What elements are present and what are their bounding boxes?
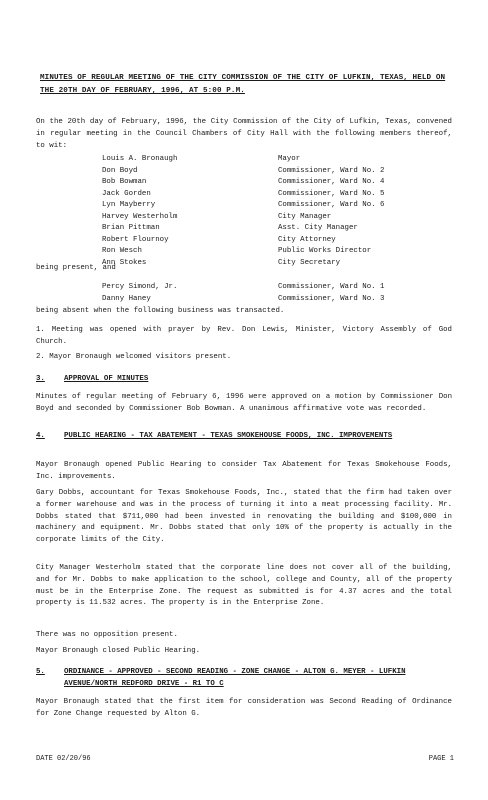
section-4-paragraph-1: Mayor Bronaugh opened Public Hearing to consider Tax Abatement for Texas Smokehouse Foods, Inc. improvements.	[36, 461, 452, 481]
section-number: 5.	[36, 668, 45, 676]
section-title: APPROVAL OF MINUTES	[64, 375, 149, 383]
section-4-paragraph-3: City Manager Westerholm stated that the corporate line does not cover all of the building, and for Mr. Dobbs to make application to the school, college and County, all of the property must be in the Enterprise Zone. The request as submitted is for 4.37 acres and the total property is 11.532 acres. The property is in the Enterprise Zone.	[36, 564, 452, 608]
list-item: Brian Pittman Asst. City Manager	[102, 224, 358, 232]
list-item: Ron Wesch Public Works Director	[102, 247, 372, 255]
list-item: Louis A. Bronaugh Mayor	[102, 155, 301, 163]
list-item: Harvey Westerholm City Manager	[102, 212, 332, 221]
section-title: ORDINANCE - APPROVED - SECOND READING - ZONE CHANGE - ALTON G. MEYER - LUFKIN AVENUE/NORTH REDFORD DRIVE - R1 TO C	[64, 668, 406, 688]
list-item: Danny Haney Commissioner, Ward No. 3	[102, 294, 385, 303]
being-present-text: being present, and	[36, 264, 116, 272]
list-item: Lyn Mayberry Commissioner, Ward No. 6	[102, 201, 385, 209]
list-item: Percy Simond, Jr. Commissioner, Ward No. 1	[102, 283, 385, 291]
section-4-paragraph-5: Mayor Bronaugh closed Public Hearing.	[36, 647, 201, 655]
section-4-heading	[36, 431, 456, 443]
footer-date: DATE 02/20/96	[36, 755, 91, 763]
section-title: PUBLIC HEARING - TAX ABATEMENT - TEXAS SMOKEHOUSE FOODS, INC. IMPROVEMENTS	[64, 432, 393, 440]
page-title: MINUTES OF REGULAR MEETING OF THE CITY COMMISSION OF THE CITY OF LUFKIN, TEXAS, HELD ON THE 20TH DAY OF FEBRUARY, 1996, AT 5:00 P.M.	[40, 74, 446, 95]
list-item: Ann Stokes City Secretary	[102, 258, 341, 267]
section-number: 3.	[36, 375, 45, 383]
item-1-text: 1. Meeting was opened with prayer by Rev. Don Lewis, Minister, Victory Assembly of God Church.	[36, 326, 452, 346]
list-item: Don Boyd Commissioner, Ward No. 2	[102, 166, 385, 175]
page-footer	[36, 755, 454, 763]
being-absent-text: being absent when the following business was transacted.	[36, 307, 285, 315]
section-4-paragraph-2: Gary Dobbs, accountant for Texas Smokehouse Foods, Inc., stated that the firm had taken over a former warehouse and was in the process of turning it into a meat processing facility. Mr. Dobbs stated that $711,000 had been invested in renovating the building and $100,000 in machinery and equipment. Mr. Dobbs stated that only 10% of the property is actually in the corporate limits of the City.	[36, 489, 452, 545]
section-4-paragraph-4: There was no opposition present.	[36, 631, 178, 639]
list-item: Bob Bowman Commissioner, Ward No. 4	[102, 178, 385, 186]
absent-members-list	[102, 282, 422, 305]
section-3-heading	[36, 374, 456, 386]
section-number: 4.	[36, 432, 45, 440]
footer-page-number: PAGE 1	[428, 755, 454, 763]
section-5-heading	[36, 667, 456, 691]
section-3-text: Minutes of regular meeting of February 6, 1996 were approved on a motion by Commissioner Don Boyd and seconded by Commissioner Bob Bowman. A unanimous affirmative vote was recorded.	[36, 393, 452, 413]
list-item: Robert Flournoy City Attorney	[102, 235, 336, 244]
intro-paragraph: On the 20th day of February, 1996, the City Commission of the City of Lufkin, Texas, convened in regular meeting in the Council Chambers of City Hall with the following members thereof, to wit:	[36, 118, 452, 150]
list-item: Jack Gorden Commissioner, Ward No. 5	[102, 189, 385, 198]
present-members-list	[102, 154, 422, 269]
item-2-text: 2. Mayor Bronaugh welcomed visitors present.	[36, 353, 232, 361]
section-5-paragraph-1: Mayor Bronaugh stated that the first item for consideration was Second Reading of Ordinance for Zone Change requested by Alton G.	[36, 698, 452, 718]
